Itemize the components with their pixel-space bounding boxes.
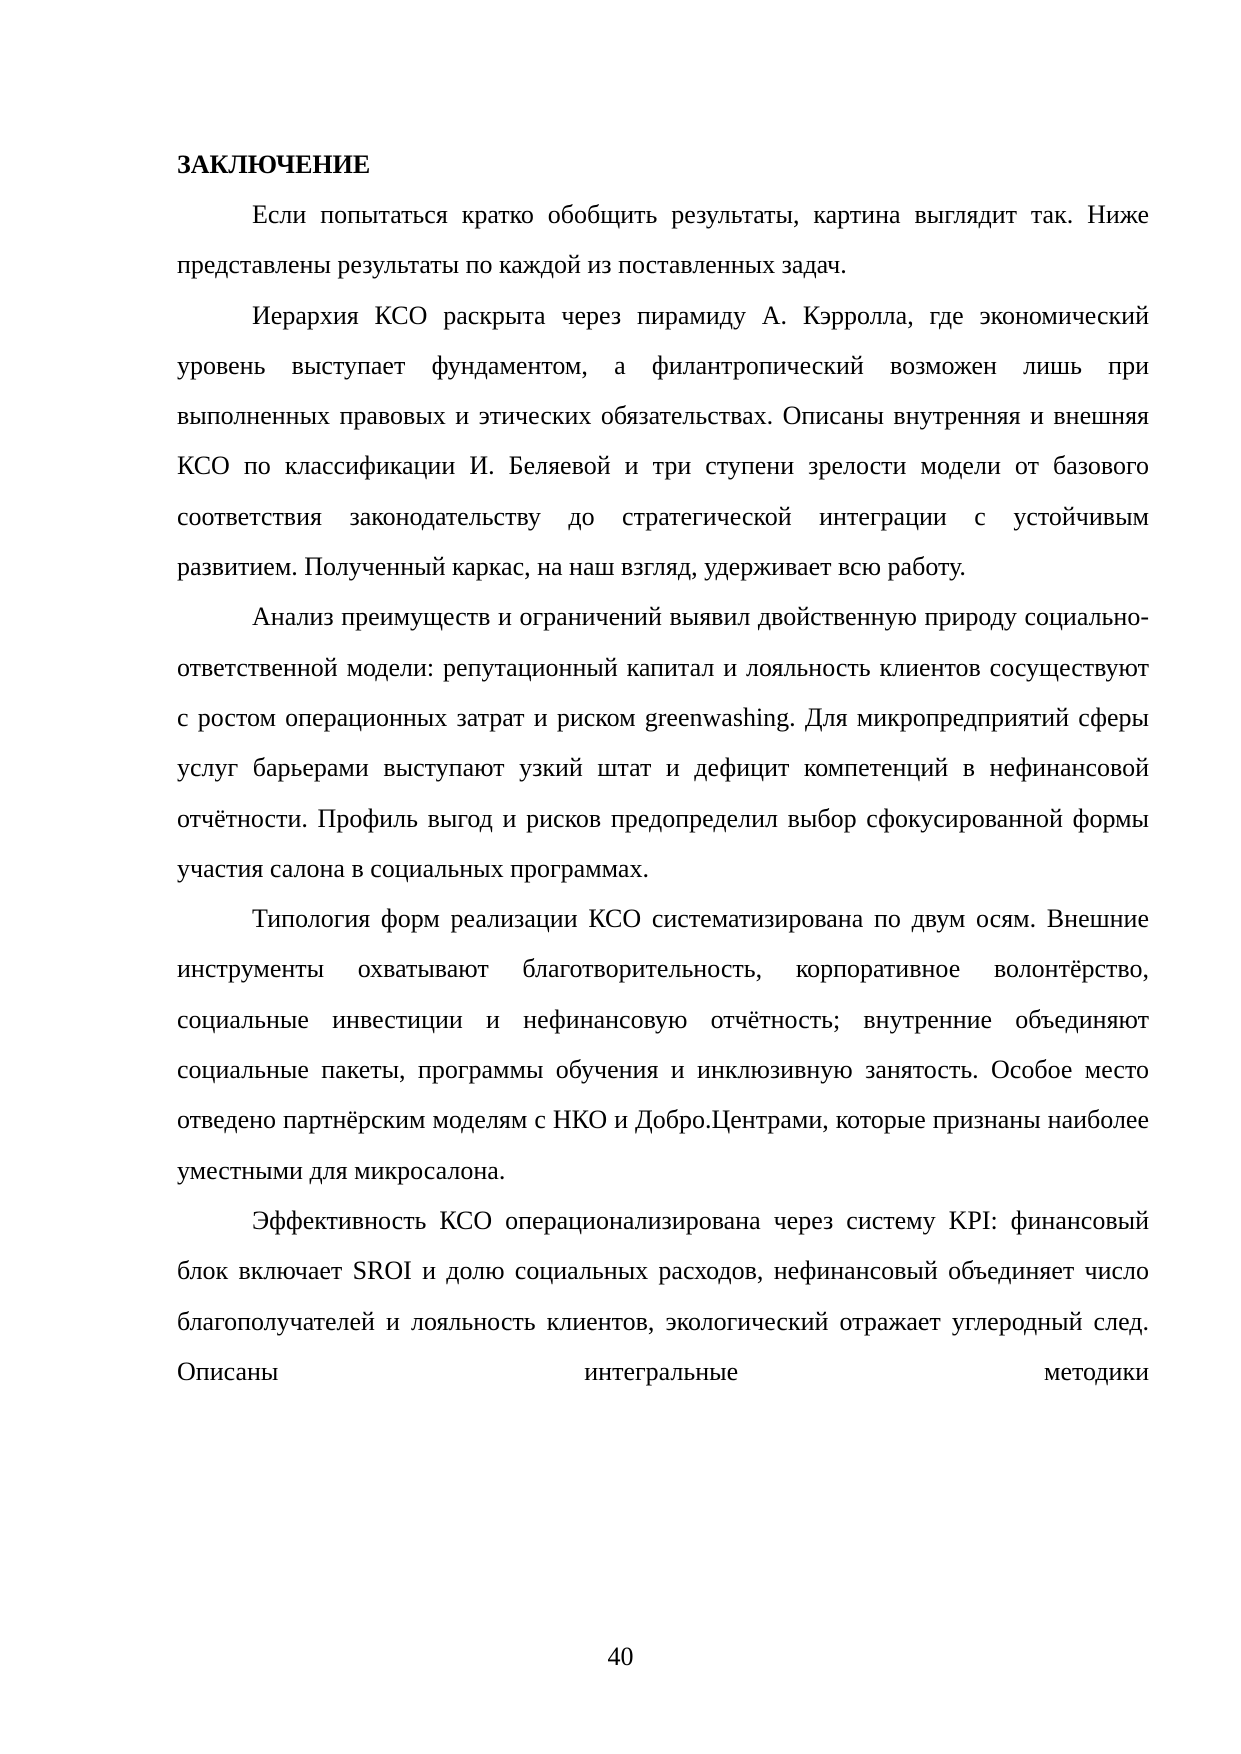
- paragraph-summary-intro: Если попытаться кратко обобщить результаты, картина выглядит так. Ниже представлены результаты по каждой из поставленных задач.: [177, 200, 1149, 280]
- paragraph-csr-efficiency: Эффективность КСО операционализирована через систему KPI: финансовый блок включает SROI и долю социальных расходов, нефинансовый объединяет число благополучателей и лояльность клиентов, экологический отражает углеродный след. Описаны интегральные методики: [177, 1205, 1149, 1386]
- paragraph-csr-hierarchy: Иерархия КСО раскрыта через пирамиду А. Кэрролла, где экономический уровень выступает фундаментом, а филантропический возможен лишь при выполненных правовых и этических обязательствах. Описаны внутренняя и внешняя КСО по классификации И. Беляевой и три ступени зрелости модели от базового соответствия законодательству до стратегической интеграции с устойчивым развитием. Полученный каркас, на наш взгляд, удерживает всю работу.: [177, 300, 1149, 582]
- section-heading: ЗАКЛЮЧЕНИЕ: [177, 150, 371, 179]
- paragraph-csr-forms-typology: Типология форм реализации КСО систематизирована по двум осям. Внешние инструменты охватывают благотворительность, корпоративное волонтёрство, социальные инвестиции и нефинансовую отчётность; внутренние объединяют социальные пакеты, программы обучения и инклюзивную занятость. Особое место отведено партнёрским моделям с НКО и Добро.Центрами, которые признаны наиболее уместными для микросалона.: [177, 904, 1149, 1185]
- paragraph-advantages-limitations: Анализ преимуществ и ограничений выявил двойственную природу социально-ответственной модели: репутационный капитал и лояльность клиентов сосуществуют с ростом операционных затрат и риском greenwashing. Для микропредприятий сферы услуг барьерами выступают узкий штат и дефицит компетенций в нефинансовой отчётности. Профиль выгод и рисков предопределил выбор сфокусированной формы участия салона в социальных программах.: [177, 602, 1149, 883]
- page-content: [177, 140, 1149, 1397]
- page-number: 40: [607, 1642, 634, 1671]
